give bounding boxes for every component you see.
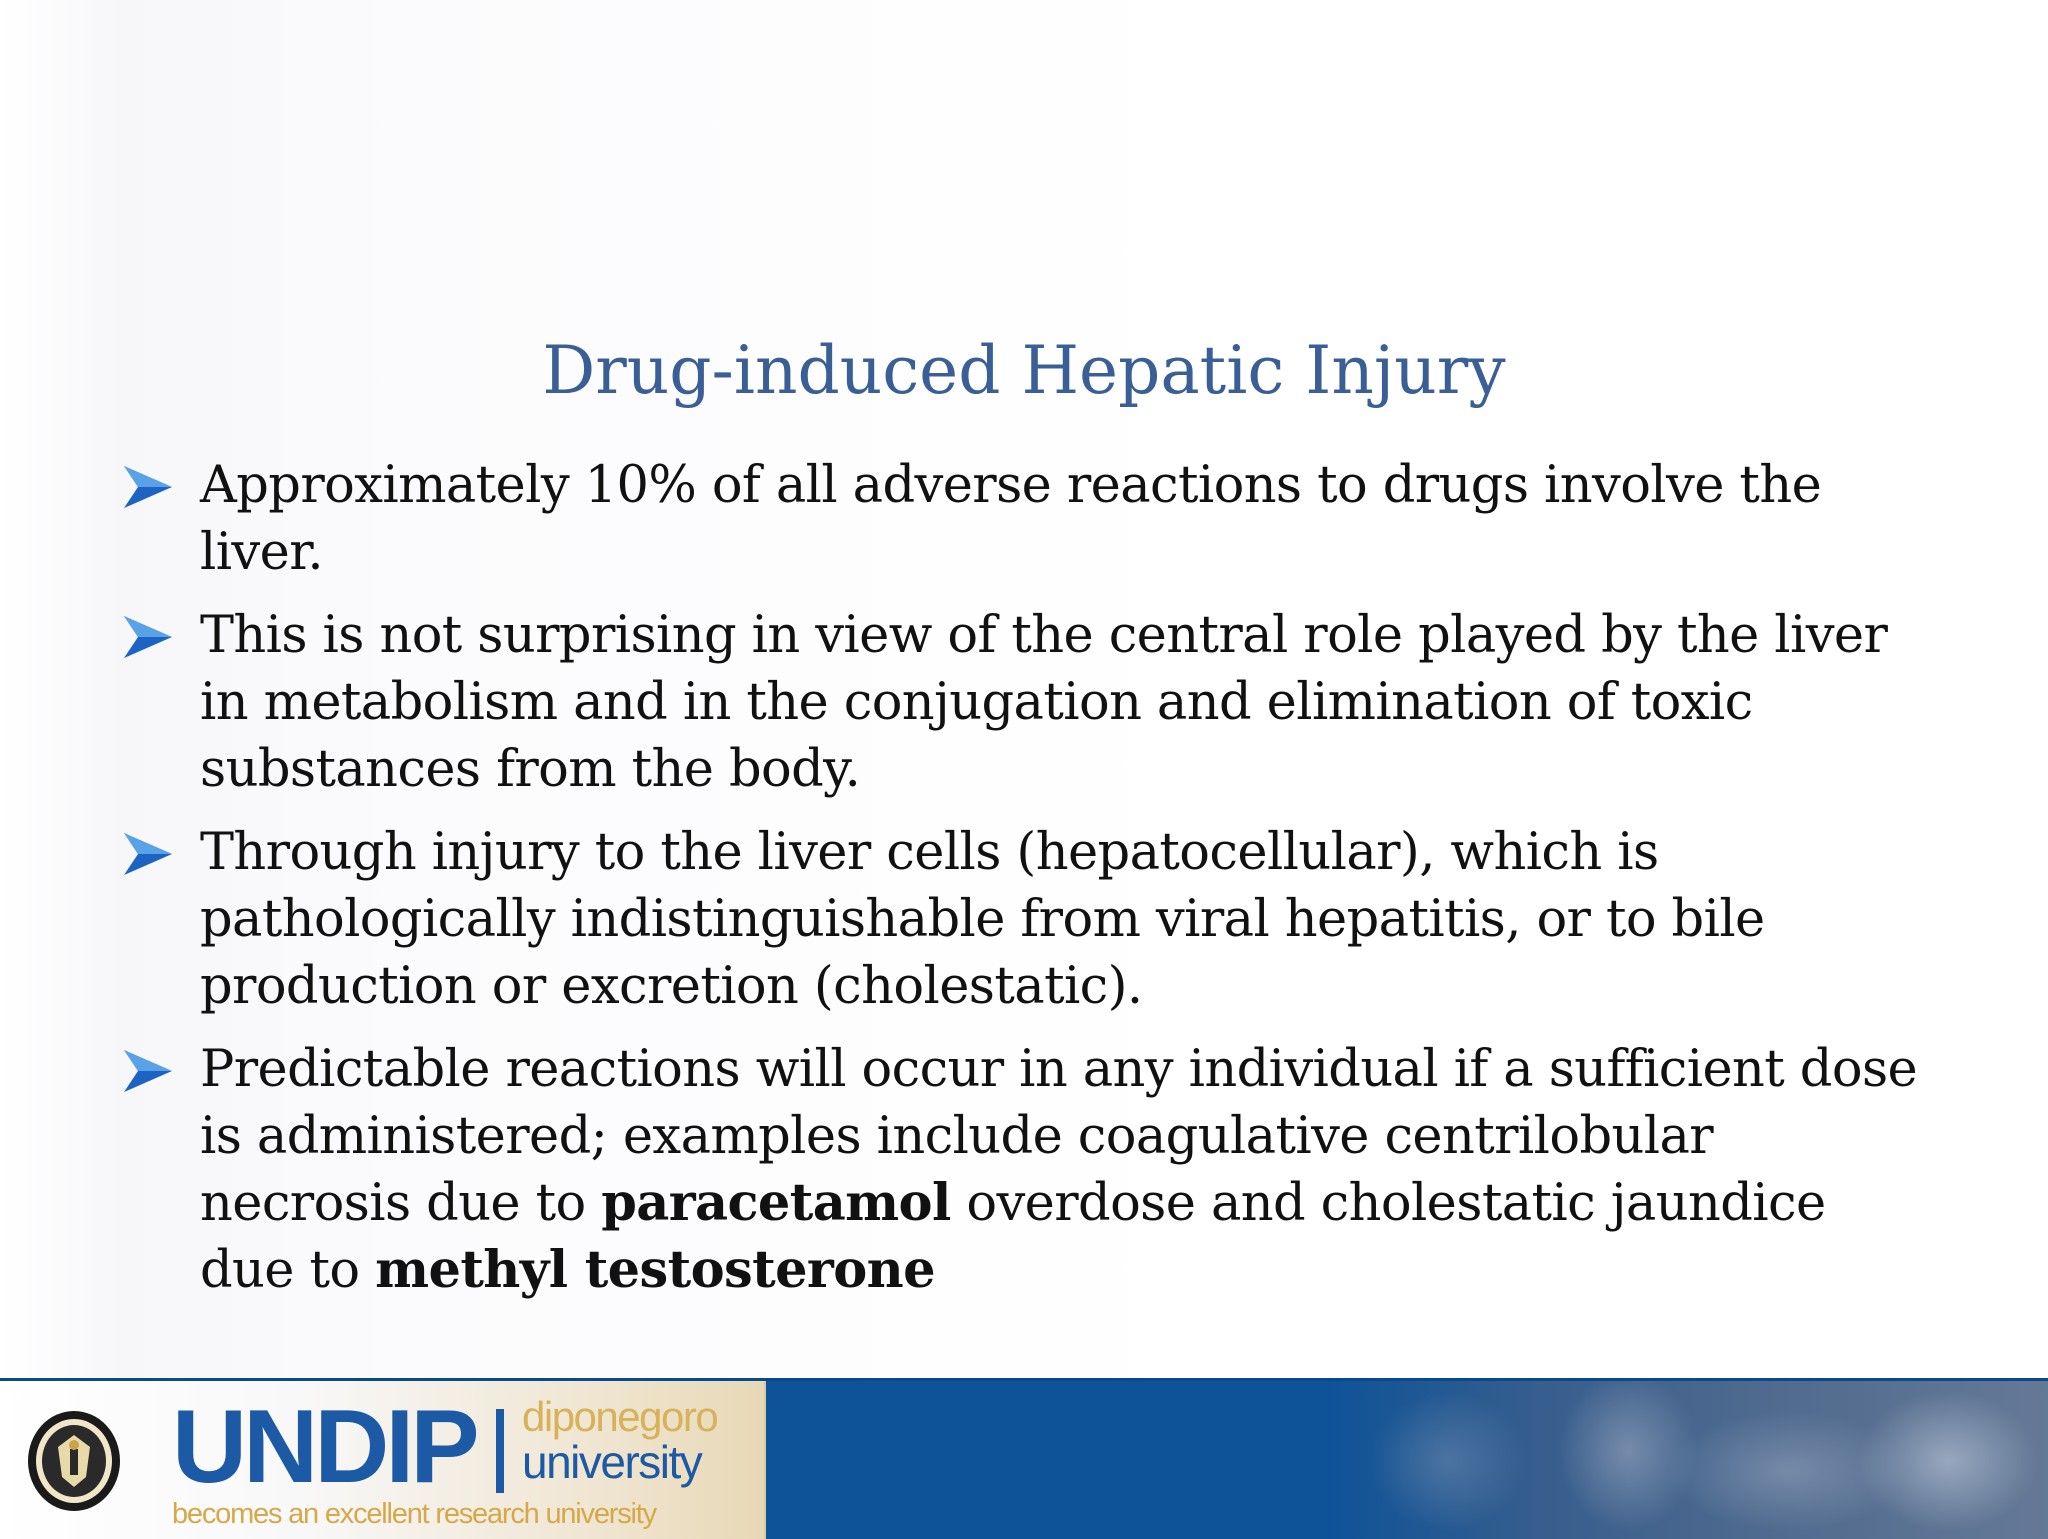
- bullet-item: [122, 602, 1922, 803]
- arrow-bullet-icon: [122, 614, 174, 660]
- bullet-text: Approximately 10% of all adverse reactions to drugs involve the liver.: [200, 456, 1822, 582]
- bullet-text-part: Predictable reactions will occur in any individual if a sufficient dose is administered; examples include coagulative centrilobular necrosis due to: [200, 1040, 1918, 1233]
- bullet-text-part: overdose and cholestatic jaundice due to: [200, 1174, 1826, 1300]
- bullet-list: [122, 452, 1922, 1320]
- logo-line-2: university: [522, 1436, 702, 1488]
- bullet-item: [122, 452, 1922, 586]
- arrow-bullet-icon: [122, 831, 174, 877]
- bullet-item: [122, 819, 1922, 1020]
- logo-divider: [496, 1409, 504, 1493]
- slide-title: Drug-induced Hepatic Injury: [542, 332, 1506, 409]
- bold-drug-name: methyl testosterone: [375, 1240, 935, 1300]
- bold-drug-name: paracetamol: [601, 1173, 951, 1233]
- footer-photo-strip: [1328, 1381, 2048, 1539]
- university-seal-icon: [24, 1407, 124, 1515]
- footer-band: [0, 1378, 2048, 1539]
- logo-wordmark: UNDIP: [172, 1389, 476, 1505]
- footer-logo-panel: [0, 1381, 766, 1539]
- logo-line-1: diponegoro: [522, 1393, 718, 1440]
- logo-tagline: becomes an excellent research university: [172, 1498, 656, 1530]
- bullet-item: [122, 1036, 1922, 1304]
- bullet-text: This is not surprising in view of the central role played by the liver in metabolism and in the conjugation and elimination of toxic substances from the body.: [200, 606, 1888, 799]
- bullet-text: Through injury to the liver cells (hepatocellular), which is pathologically indistinguishable from viral hepatitis, or to bile production or excretion (cholestatic).: [200, 823, 1765, 1016]
- arrow-bullet-icon: [122, 1048, 174, 1094]
- arrow-bullet-icon: [122, 464, 174, 510]
- bullet-text: [200, 1040, 1917, 1300]
